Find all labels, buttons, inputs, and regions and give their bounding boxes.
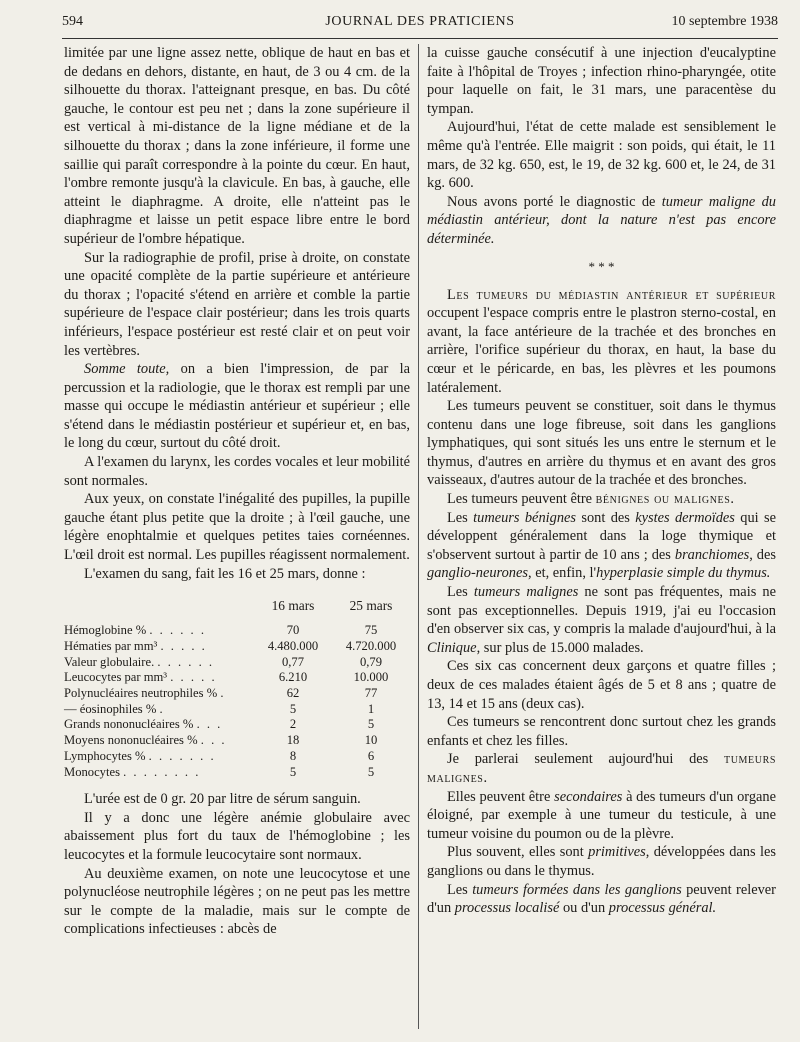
paragraph-text: Les	[447, 584, 474, 601]
value-16-mars: 0,77	[281, 654, 305, 669]
paragraph-text: peuvent relever d'un	[427, 881, 776, 917]
paragraph	[427, 583, 776, 657]
paragraph-text: Les	[447, 881, 473, 898]
paragraph-text: , développées dans les ganglions ou dans le thymus.	[427, 844, 776, 879]
table-row-label	[64, 670, 254, 686]
italic-phrase: hyperplasie simple du thymus.	[596, 565, 771, 582]
paragraph-text: Les	[447, 509, 474, 526]
paragraph: Ces tumeurs se rencontrent donc surtout chez les grands enfants et chez les filles.	[427, 714, 776, 749]
row-label-text: Leucocytes par mm³	[64, 670, 168, 685]
value-25-mars: 77	[364, 686, 378, 701]
table-row	[64, 765, 410, 781]
value-25-mars: 5	[367, 717, 375, 732]
paragraph: Au deuxième examen, on note une leucocytose et une polynucléose neutrophile légères ; on ne peut pas les mettre sur le compte de la maladie, mais sur le compte de complications infectieuses : abcès de	[64, 865, 410, 938]
paragraph: Il y a donc une légère anémie globulaire avec abaissement plus fort du taux de l'hémoglobine ; les leucocytes et la formule leucocytaire sont normaux.	[64, 809, 410, 864]
paragraph-text: à des tumeurs d'un organe éloigné, par exemple à une tumeur du testicule, à une tumeur voisine du poumon ou de la plèvre.	[427, 788, 777, 842]
journal-title: JOURNAL DES PRATICIENS	[325, 14, 515, 29]
value-16-mars: 2	[289, 717, 297, 732]
leader-dots: . . . . . .	[149, 623, 206, 638]
table-row-label	[64, 702, 254, 718]
issue-date: 10 septembre 1938	[671, 14, 778, 29]
paragraph	[427, 509, 776, 583]
paragraph-text: Nous avons porté le diagnostic de	[447, 193, 662, 210]
italic-phrase: tumeurs malignes	[473, 584, 579, 601]
value-25-mars: 10	[364, 733, 378, 748]
paragraph: L'urée est de 0 gr. 20 par litre de sérum sanguin.	[84, 791, 361, 808]
small-caps-phrase: tumeurs malignes.	[427, 751, 776, 786]
table-body	[64, 623, 410, 780]
paragraph-text: Je parlerai seulement aujourd'hui des	[447, 751, 725, 768]
italic-phrase: tumeurs bénignes	[473, 509, 577, 526]
paragraph: L'examen du sang, fait les 16 et 25 mars, donne :	[84, 565, 366, 582]
table-row	[64, 655, 410, 671]
table-row	[64, 733, 410, 749]
italic-phrase: processus général.	[608, 900, 717, 917]
row-label-text: Hématies par mm³	[64, 638, 158, 653]
paragraph: Ces six cas concernent deux garçons et quatre filles ; deux de ces malades étaient âgés de 5 et 8 ans ; quatre de 13, 14 et 15 ans (deux cas).	[427, 658, 776, 712]
paragraph-text: , des	[749, 546, 776, 563]
row-label-text: Grands nononucléaires %	[64, 717, 194, 732]
paragraph-text: Plus souvent, elles sont	[447, 844, 589, 861]
row-label-text: Monocytes	[64, 764, 120, 779]
table-row	[64, 639, 410, 655]
paragraph	[427, 490, 776, 509]
table-row-label	[64, 623, 254, 639]
table-header-row	[64, 589, 410, 623]
paragraph	[427, 843, 776, 880]
paragraph	[427, 788, 776, 844]
table-row-label	[64, 686, 254, 702]
row-label-text: Polynucléaires neutrophiles %	[64, 686, 218, 701]
value-16-mars: 8	[289, 748, 297, 763]
section-separator-asterism: * * *	[588, 258, 615, 274]
italic-phrase: Clinique	[427, 639, 477, 656]
row-label-text: Valeur globulaire.	[64, 654, 155, 669]
table-row	[64, 749, 410, 765]
paragraph	[64, 360, 410, 453]
table-header-16-mars: 16 mars	[271, 598, 315, 614]
value-16-mars: 5	[289, 701, 297, 716]
paragraph-text: qui se développent généralement dans la loge thymique et s'observent surtout à partir de 10 ans ; des	[427, 509, 776, 563]
left-column	[64, 44, 410, 939]
value-25-mars: 75	[364, 623, 378, 638]
italic-phrase: Somme toute,	[84, 361, 170, 378]
paragraph-text: , sur plus de 15.000 malades.	[476, 639, 644, 656]
blood-exam-table	[64, 589, 410, 780]
row-label-text: Lymphocytes %	[64, 748, 146, 763]
paragraph-text: Elles peuvent être	[447, 788, 555, 805]
paragraph-text: , et, enfin, l'	[528, 565, 597, 582]
italic-phrase: secondaires	[554, 788, 623, 805]
page-header	[62, 14, 778, 36]
italic-phrase: kystes dermoïdes	[635, 509, 735, 526]
column-divider	[418, 44, 419, 1029]
value-25-mars: 1	[367, 701, 375, 716]
row-label-text: — éosinophiles %	[64, 701, 157, 716]
value-25-mars: 5	[367, 764, 375, 779]
table-row-label	[64, 733, 254, 749]
value-16-mars: 5	[289, 764, 297, 779]
leader-dots: . . .	[196, 717, 223, 732]
value-16-mars: 70	[286, 623, 300, 638]
leader-dots: . . . . .	[160, 638, 207, 653]
paragraph: Les tumeurs peuvent se constituer, soit dans le thymus contenu dans une loge fibreuse, soit dans les ganglions lymphatiques, qui sont situés les uns entre le sternum et le thymus, d'autres en arrière du thymus et en avant des gros vaisseaux, d'autres autour de la trachée et des bronches.	[427, 398, 776, 489]
italic-phrase: tumeur maligne du médiastin antérieur, dont la nature n'est pas encore déterminée.	[427, 193, 776, 247]
italic-phrase: tumeurs formées dans les ganglions	[472, 881, 682, 898]
right-column	[427, 44, 776, 918]
value-16-mars: 4.480.000	[267, 638, 319, 653]
paragraph: limitée par une ligne assez nette, oblique de haut en bas et de dedans en dehors, distante, en haut, de 3 ou 4 cm. de la silhouette du thorax. l'atteignant presque, en bas. Du côté gauche, le contour est peu net ; dans la zone supérieure il est vertical à mi-distance de la ligne médiane et de la silhouette du thorax ; dans la zone inférieure, il forme une saillie qui paraît correspondre à la pointe du cœur. En haut, l'ombre remonte jusqu'à la clavicule. En bas, à gauche, elle atteint le diaphragme. A droite, elle n'atteint pas le diaphragme et laisse un petit espace libre entre le bord supérieur de l'ombre hépatique.	[64, 45, 410, 247]
value-25-mars: 4.720.000	[345, 638, 397, 653]
value-25-mars: 10.000	[353, 670, 389, 685]
page-number: 594	[62, 14, 83, 29]
table-row-label	[64, 639, 254, 655]
paragraph: Sur la radiographie de profil, prise à droite, on constate une opacité complète de la partie supérieure et antérieure du thorax ; l'opacité s'étend en arrière et comble la partie supérieure de l'espace clair postérieur; dans les trois quarts inférieurs, l'espace postérieur est resté clair et on peut voir les vertèbres.	[64, 249, 410, 359]
table-row	[64, 686, 410, 702]
table-row-label	[64, 717, 254, 733]
paragraph-text: on a bien l'impression, de par la percussion et la radiologie, que le thorax est rempli par une masse qui occupe le médiastin antérieur et supérieur ; elle s'étend dans le médiastin postérieur et supérieur et, en bas, le long du cœur, surtout du côté droit.	[64, 361, 410, 452]
paragraph	[427, 750, 776, 787]
italic-phrase: ganglio-neurones	[427, 565, 528, 582]
table-row-label	[64, 749, 254, 765]
paragraph: A l'examen du larynx, les cordes vocales et leur mobilité sont normales.	[64, 454, 410, 489]
italic-phrase: primitives	[588, 844, 646, 861]
paragraph-text: sont des	[576, 509, 636, 526]
paragraph	[427, 881, 776, 918]
value-25-mars: 6	[367, 748, 375, 763]
value-16-mars: 18	[286, 733, 300, 748]
table-row-label	[64, 655, 254, 671]
italic-phrase: processus localisé	[454, 900, 560, 917]
paragraph-text: occupent l'espace compris entre le plastron sterno-costal, en avant, la face antérieure de la trachée et des bronches en arrière, l'orifice supérieur du thorax, en haut, la base du cœur et le péricarde, en bas, les plèvres et les poumons latéralement.	[427, 305, 776, 396]
table-row-label	[64, 765, 254, 781]
paragraph: la cuisse gauche consécutif à une injection d'eucalyptine faite à l'hôpital de Troyes ; infection rhino-pharyngée, otite pour laquelle on fait, le 31 mars, une paracentèse du tympan.	[427, 45, 776, 117]
paragraph-text: ou d'un	[559, 900, 609, 917]
value-16-mars: 6.210	[278, 670, 308, 685]
value-25-mars: 0,79	[359, 654, 383, 669]
small-caps-phrase: bénignes ou malignes.	[595, 491, 735, 508]
leader-dots: . . . . . . . .	[123, 764, 201, 779]
paragraph: Aux yeux, on constate l'inégalité des pupilles, la pupille gauche étant plus petite que la droite ; à l'œil gauche, une légère enophtalmie et quelques petites taies cornéennes. L'œil droit est normal. Les pupilles réagissent normalement.	[64, 491, 410, 564]
leader-dots: . . .	[200, 733, 227, 748]
leader-dots: . . . . . .	[157, 654, 215, 669]
leader-dots: . . . . .	[170, 670, 217, 685]
table-row	[64, 670, 410, 686]
table-header-blank	[64, 589, 254, 623]
table-row	[64, 623, 410, 639]
leader-dots: . . . . . . .	[148, 748, 216, 763]
table-row	[64, 702, 410, 718]
row-label-text: Moyens nononucléaires %	[64, 733, 198, 748]
paragraph: Aujourd'hui, l'état de cette malade est sensiblement le même qu'à l'entrée. Elle maigrit : son poids, qui était, le 11 mars, de 32 kg. 650, est, le 19, de 32 kg. 600 et, le 24, de 31 kg. 600.	[427, 119, 776, 192]
italic-phrase: branchiomes	[674, 546, 750, 563]
paragraph	[427, 193, 776, 249]
value-16-mars: 62	[286, 686, 300, 701]
paragraph-text: ne sont pas fréquentes, mais ne sont pas exceptionnelles. Depuis 1919, j'ai eu l'occasion d'en observer six cas, y compris la malade d'aujourd'hui, à la	[427, 584, 776, 638]
leader-dots: .	[159, 701, 165, 716]
header-rule	[62, 38, 778, 39]
paragraph-text: Les tumeurs peuvent être	[447, 491, 596, 508]
table-row	[64, 717, 410, 733]
leader-dots: .	[220, 686, 226, 701]
paragraph	[427, 286, 776, 398]
row-label-text: Hémoglobine %	[64, 623, 147, 638]
small-caps-phrase: Les tumeurs du médiastin antérieur et supérieur	[447, 286, 776, 303]
table-header-25-mars: 25 mars	[349, 598, 393, 614]
